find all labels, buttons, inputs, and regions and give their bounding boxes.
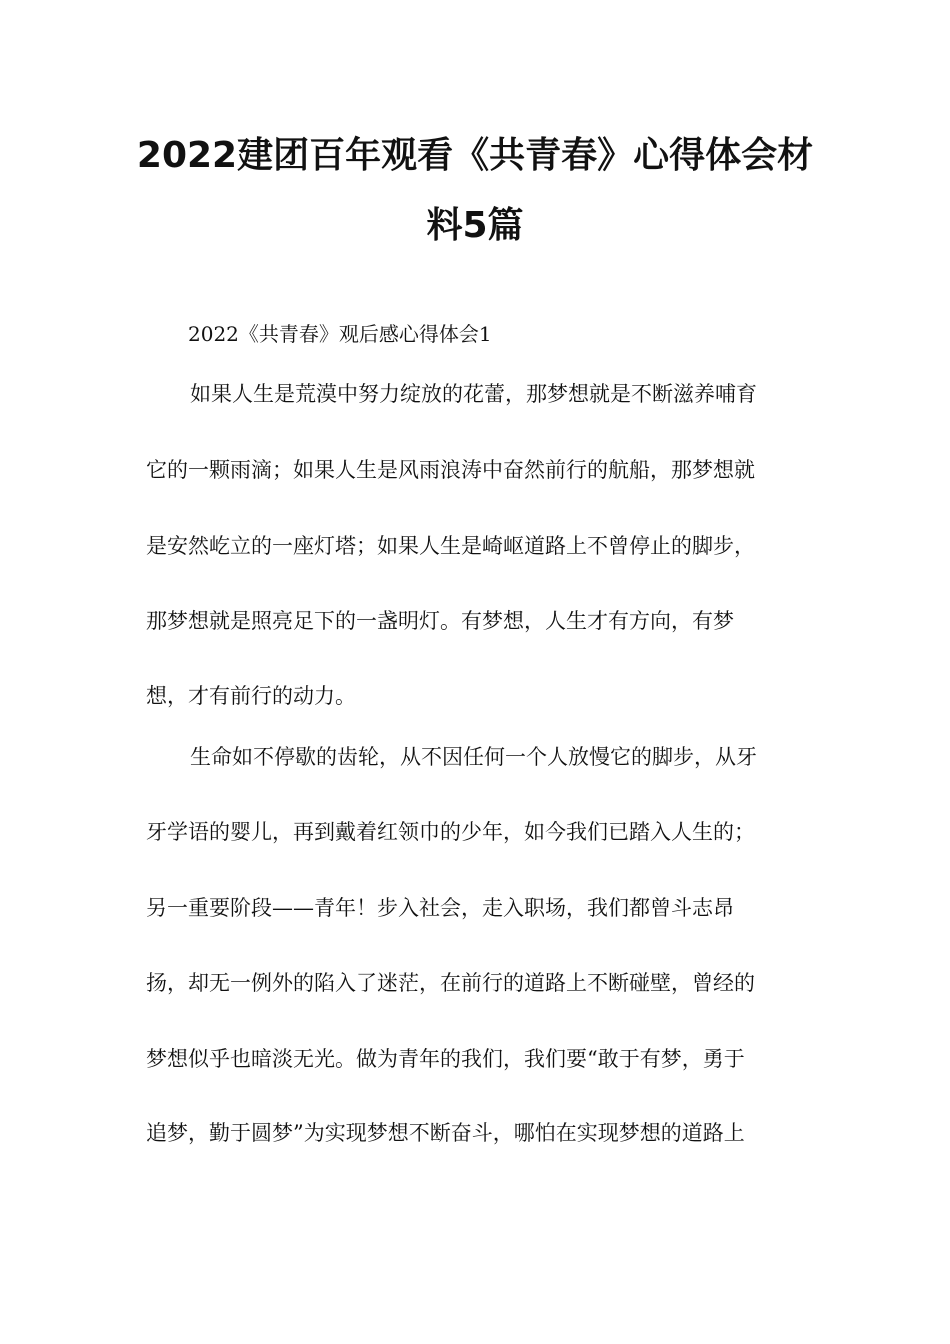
paragraph-line: 另一重要阶段——青年！步入社会，走入职场，我们都曾斗志昂 [146,896,734,920]
paragraph-line: 它的一颗雨滴；如果人生是风雨浪涛中奋然前行的航船，那梦想就 [146,458,755,482]
document-title-line-2: 料5篇 [426,205,524,246]
paragraph-line: 扬，却无一例外的陷入了迷茫，在前行的道路上不断碰壁，曾经的 [146,971,755,995]
document-title-line-1: 2022建团百年观看《共青春》心得体会材 [136,135,814,176]
paragraph-line: 梦想似乎也暗淡无光。做为青年的我们，我们要“敢于有梦，勇于 [146,1047,745,1071]
paragraph-line: 是安然屹立的一座灯塔；如果人生是崎岖道路上不曾停止的脚步， [146,534,755,558]
paragraph-line: 牙学语的婴儿，再到戴着红领巾的少年，如今我们已踏入人生的； [146,820,755,844]
section-heading: 2022《共青春》观后感心得体会1 [188,322,492,346]
paragraph-line: 生命如不停歇的齿轮，从不因任何一个人放慢它的脚步，从牙 [190,745,757,769]
paragraph-line: 追梦，勤于圆梦”为实现梦想不断奋斗，哪怕在实现梦想的道路上 [146,1121,745,1145]
paragraph-line: 想，才有前行的动力。 [146,684,356,708]
paragraph-line: 如果人生是荒漠中努力绽放的花蕾，那梦想就是不断滋养哺育 [190,382,757,406]
paragraph-line: 那梦想就是照亮足下的一盏明灯。有梦想，人生才有方向，有梦 [146,609,734,633]
